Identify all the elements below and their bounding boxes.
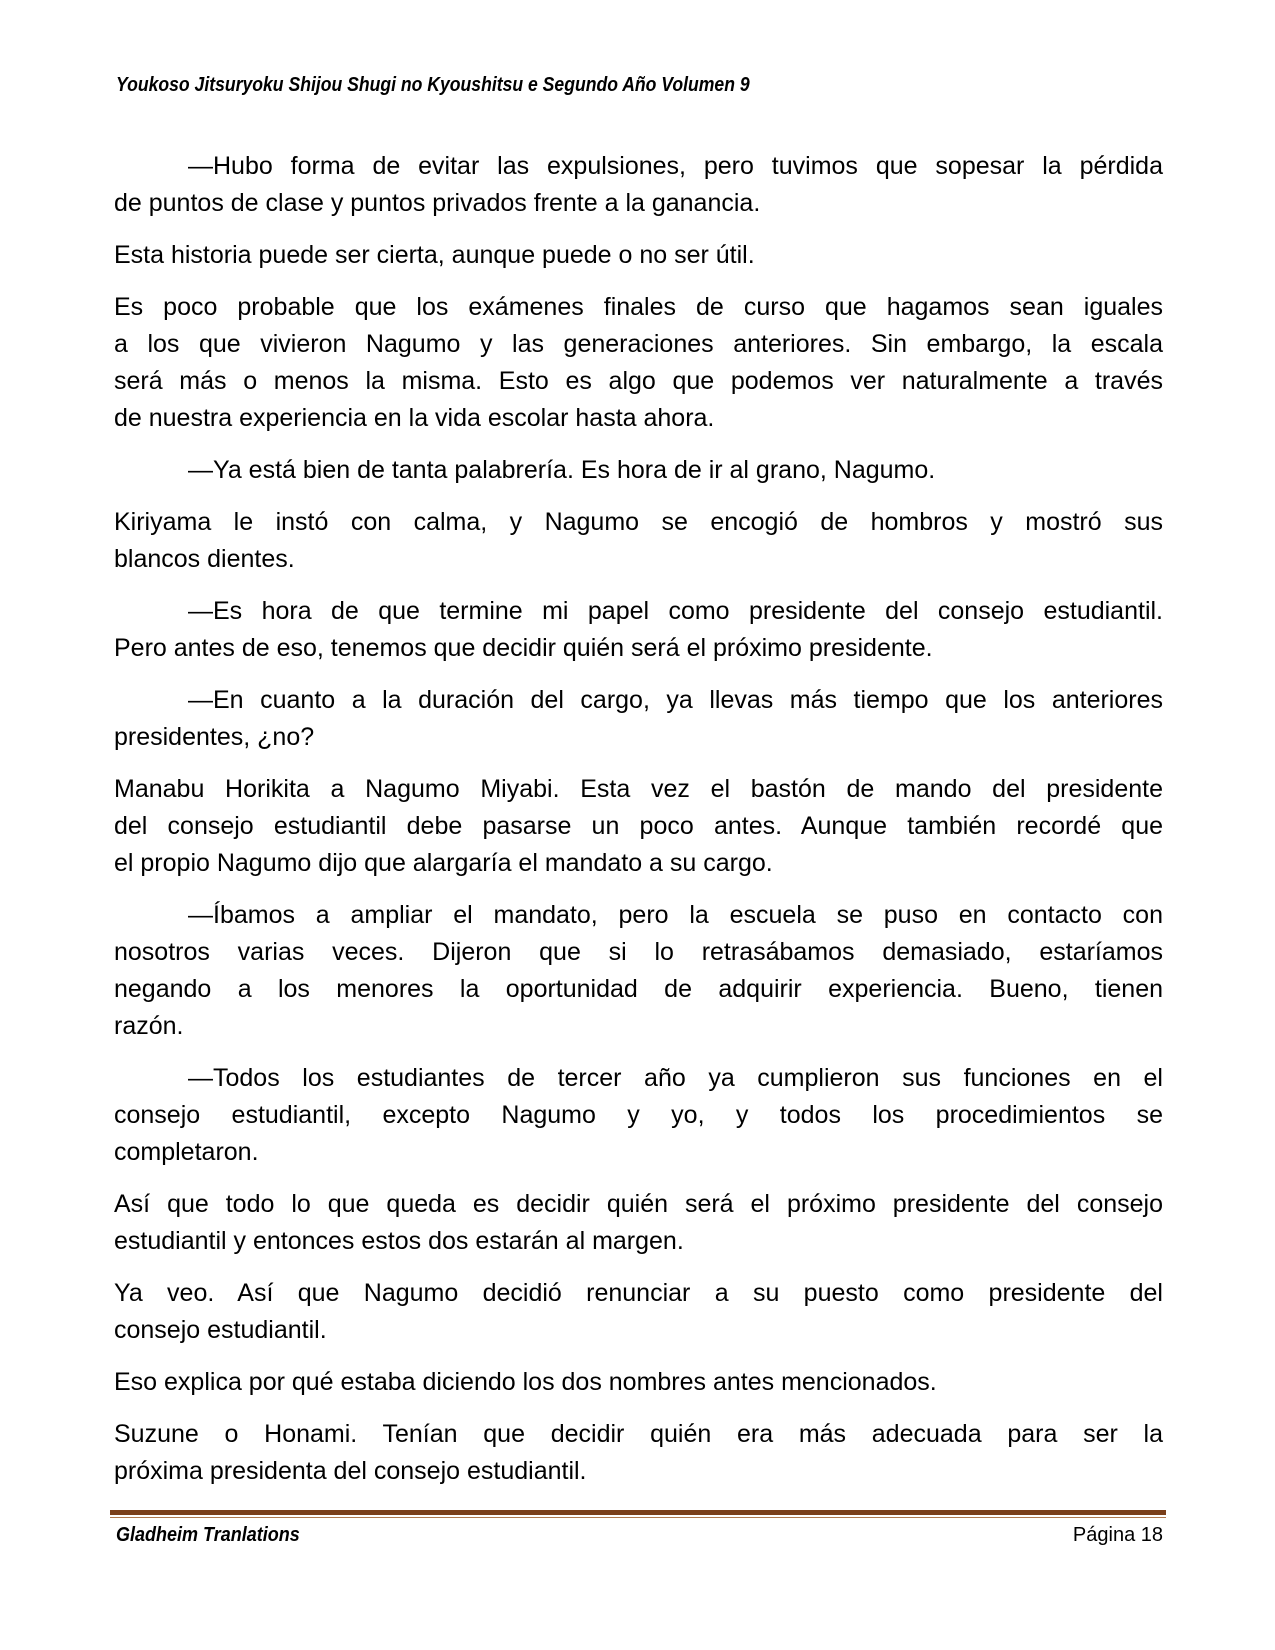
text-line: estudiantil y entonces estos dos estarán al margen. [114, 1227, 684, 1255]
text-line: —Íbamos a ampliar el mandato, pero la escuela se puso en contacto con [188, 901, 1163, 929]
paragraph [114, 1275, 1163, 1349]
text-line: será más o menos la misma. Esto es algo que podemos ver naturalmente a través [114, 367, 1163, 395]
text-line: el propio Nagumo dijo que alargaría el mandato a su cargo. [114, 849, 773, 877]
text-line: nosotros varias veces. Dijeron que si lo retrasábamos demasiado, estaríamos [114, 938, 1163, 966]
paragraph [114, 1416, 1163, 1490]
paragraph [114, 771, 1163, 882]
page-number: Página 18 [1072, 1524, 1163, 1546]
paragraph [114, 504, 1163, 578]
text-line: completaron. [114, 1138, 259, 1166]
footer-rule [110, 1510, 1166, 1518]
text-line: —Todos los estudiantes de tercer año ya cumplieron sus funciones en el [188, 1064, 1163, 1092]
footer-rule-thin [110, 1517, 1166, 1518]
paragraph [114, 1364, 1163, 1401]
text-line: —Ya está bien de tanta palabrería. Es hora de ir al grano, Nagumo. [188, 456, 936, 484]
text-line: Es poco probable que los exámenes finales de curso que hagamos sean iguales [114, 293, 1163, 321]
text-line: Kiriyama le instó con calma, y Nagumo se encogió de hombros y mostró sus [114, 508, 1163, 536]
paragraph [114, 289, 1163, 437]
text-line: Suzune o Honami. Tenían que decidir quién era más adecuada para ser la [114, 1420, 1163, 1448]
text-line: blancos dientes. [114, 545, 295, 573]
text-line: —Hubo forma de evitar las expulsiones, pero tuvimos que sopesar la pérdida [188, 152, 1163, 180]
paragraph [114, 148, 1163, 222]
paragraph [114, 593, 1163, 667]
paragraph [114, 452, 1163, 489]
text-line: presidentes, ¿no? [114, 723, 315, 751]
footer-rule-thick [110, 1510, 1166, 1515]
text-line: Pero antes de eso, tenemos que decidir quién será el próximo presidente. [114, 634, 933, 662]
paragraph [114, 237, 1163, 274]
text-line: Ya veo. Así que Nagumo decidió renunciar a su puesto como presidente del [114, 1279, 1163, 1307]
text-line: —Es hora de que termine mi papel como presidente del consejo estudiantil. [188, 597, 1163, 625]
text-line: Así que todo lo que queda es decidir quién será el próximo presidente del consejo [114, 1190, 1163, 1218]
text-line: de puntos de clase y puntos privados frente a la ganancia. [114, 189, 761, 217]
text-line: Esta historia puede ser cierta, aunque puede o no ser útil. [114, 241, 755, 269]
text-line: próxima presidenta del consejo estudiantil. [114, 1457, 587, 1485]
text-line: razón. [114, 1012, 184, 1040]
text-line: negando a los menores la oportunidad de adquirir experiencia. Bueno, tienen [114, 975, 1163, 1003]
text-line: a los que vivieron Nagumo y las generaciones anteriores. Sin embargo, la escala [114, 330, 1163, 358]
page-body [114, 148, 1163, 1505]
text-line: Manabu Horikita a Nagumo Miyabi. Esta vez el bastón de mando del presidente [114, 775, 1163, 803]
paragraph [114, 897, 1163, 1045]
text-line: —En cuanto a la duración del cargo, ya llevas más tiempo que los anteriores [188, 686, 1163, 714]
paragraph [114, 1060, 1163, 1171]
paragraph [114, 1186, 1163, 1260]
paragraph [114, 682, 1163, 756]
text-line: consejo estudiantil, excepto Nagumo y yo, y todos los procedimientos se [114, 1101, 1163, 1129]
footer-translator: Gladheim Tranlations [116, 1524, 300, 1546]
running-header: Youkoso Jitsuryoku Shijou Shugi no Kyoushitsu e Segundo Año Volumen 9 [116, 74, 750, 96]
text-line: del consejo estudiantil debe pasarse un poco antes. Aunque también recordé que [114, 812, 1163, 840]
text-line: de nuestra experiencia en la vida escolar hasta ahora. [114, 404, 715, 432]
text-line: consejo estudiantil. [114, 1316, 327, 1344]
text-line: Eso explica por qué estaba diciendo los dos nombres antes mencionados. [114, 1368, 937, 1396]
